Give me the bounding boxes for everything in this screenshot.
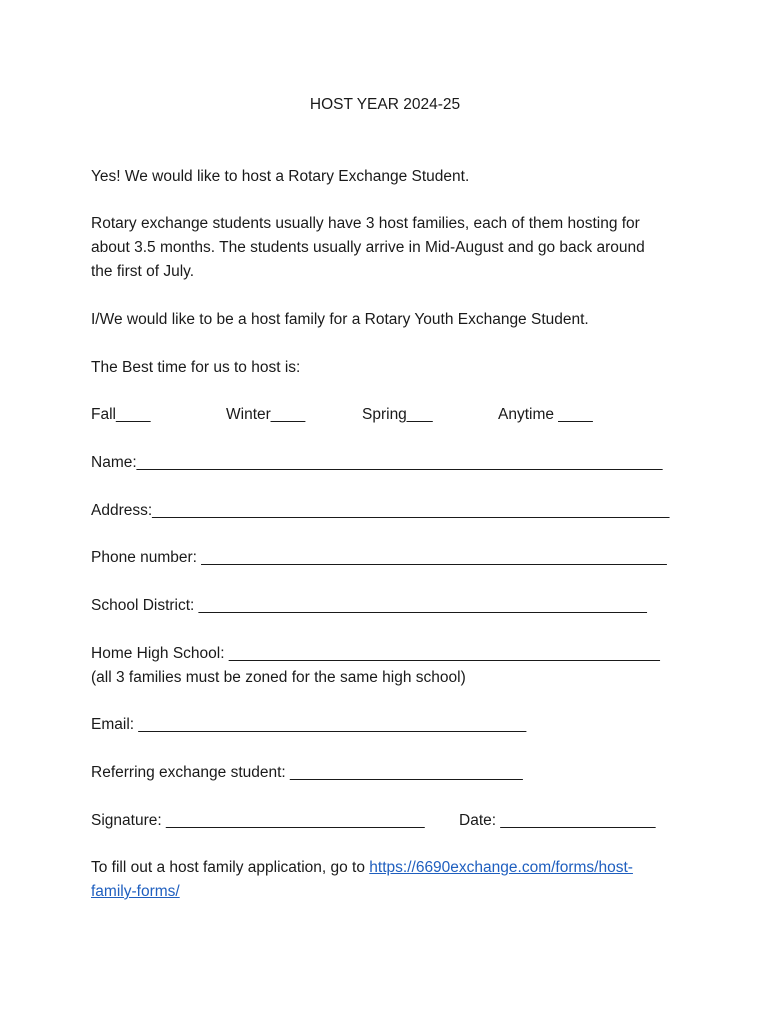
phone-field[interactable]: Phone number: ______________________________________________________	[91, 549, 667, 566]
season-fall[interactable]: Fall____	[91, 406, 151, 423]
season-options	[0, 405, 770, 425]
name-field[interactable]: Name:_____________________________________________________________	[91, 454, 663, 471]
description-line-2: about 3.5 months. The students usually arrive in Mid-August and go back around	[91, 239, 645, 256]
description-line-3: the first of July.	[91, 263, 195, 280]
application-link-continued[interactable]: family-forms/	[91, 883, 180, 900]
high-school-note: (all 3 families must be zoned for the same high school)	[91, 669, 466, 686]
season-spring[interactable]: Spring___	[362, 406, 433, 423]
footer-line-2	[91, 882, 180, 902]
email-field[interactable]: Email: _____________________________________________	[91, 716, 527, 733]
description-line-1: Rotary exchange students usually have 3 host families, each of them hosting for	[91, 215, 640, 232]
intro-text: Yes! We would like to host a Rotary Exchange Student.	[91, 168, 470, 185]
footer-line-1	[91, 858, 633, 878]
footer-text: To fill out a host family application, go to	[91, 859, 370, 876]
season-anytime[interactable]: Anytime ____	[498, 406, 593, 423]
referring-student-field[interactable]: Referring exchange student: ___________________________	[91, 764, 523, 781]
signature-field[interactable]: Signature: ______________________________	[91, 812, 425, 829]
school-district-field[interactable]: School District: ____________________________________________________	[91, 597, 647, 614]
best-time-prompt: The Best time for us to host is:	[91, 359, 301, 376]
application-link[interactable]: https://6690exchange.com/forms/host-	[369, 859, 633, 876]
page-title: HOST YEAR 2024-25	[309, 96, 461, 113]
high-school-field[interactable]: Home High School: __________________________________________________	[91, 645, 660, 662]
host-statement: I/We would like to be a host family for a Rotary Youth Exchange Student.	[91, 311, 589, 328]
address-field[interactable]: Address:____________________________________________________________	[91, 502, 670, 519]
season-winter[interactable]: Winter____	[226, 406, 306, 423]
date-field[interactable]: Date: __________________	[459, 812, 656, 829]
